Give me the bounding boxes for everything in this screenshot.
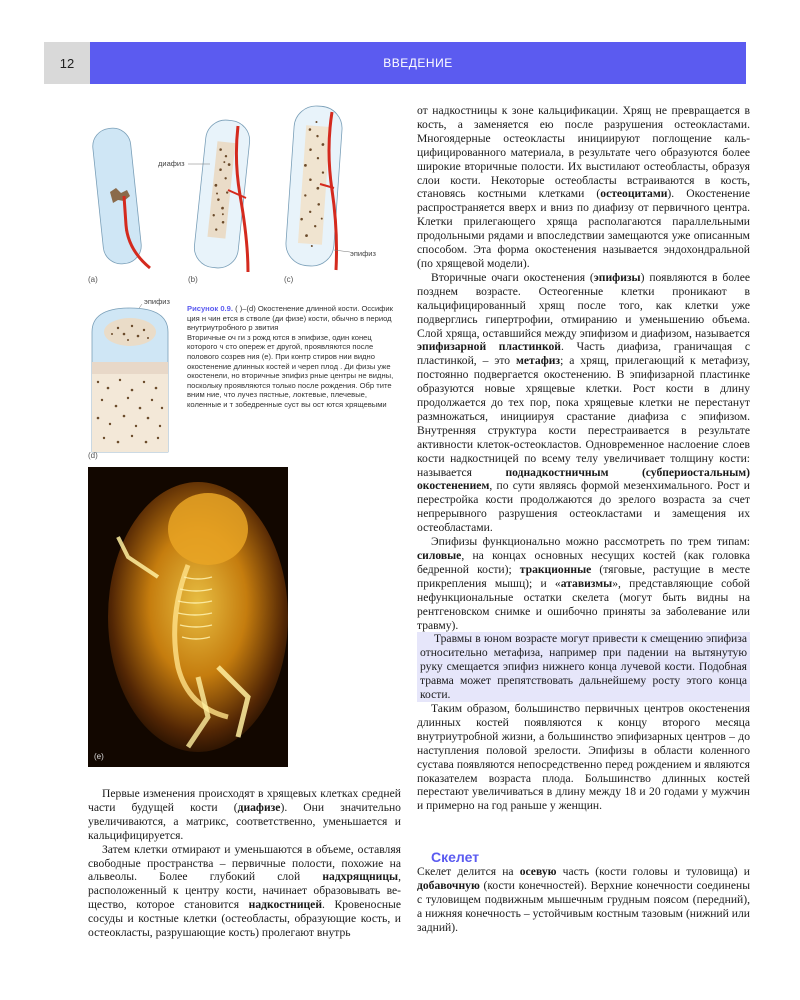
label-c: (c) bbox=[284, 275, 294, 284]
label-e: (e) bbox=[94, 752, 104, 761]
figure-c-bone bbox=[284, 105, 343, 270]
label-b: (b) bbox=[188, 275, 198, 284]
epiphysis-label-c: эпифиз bbox=[350, 249, 376, 258]
figure-a-bone bbox=[91, 126, 150, 268]
paragraph: Эпифизы функционально можно рассмотреть по трем типам: силовые, на концах основных несущих костей (как головка бедренной кости); тракционные (тяговые, растущие в месте прикрепления мышц); и «атавизмы», представляющие собой нефункциональные остатки скелета (могут быть видны на рентгеновском снимке и ошибочно приняты за заболевание или травму). bbox=[417, 535, 750, 632]
paragraph: Таким образом, большинство первичных центров окостенения длинных костей появляются к концу второго месяца внутриутробной жизни, а большинство эпифизарных центров – до наступления половой зрелости. Эпифизы в области коленного сустава появляются непосредственно перед рождением и являются показателем возраста плода. Большинство длинных костей перестают увеличиваться в длину между 18 и 20 годами у мужчин и примерно на год раньше у женщин. bbox=[417, 701, 750, 813]
figure-b-bone bbox=[192, 118, 251, 272]
caption-main: ( )–(d) Окостенение длинной кости. Оссифик ция н чин ется в стволе (ди физе) кости, обычно в период внутриутробного р звития bbox=[187, 304, 393, 333]
label-a: (a) bbox=[88, 275, 98, 284]
ossification-figure-abc bbox=[88, 100, 388, 290]
highlight-note: Травмы в юном возрасте могут привести к смещению эпифиза относительно метафиза, например при падении на вытянутую руку смещается эпифиз нижнего конца лучевой кости. Подобная травма может препятствовать дальнейшему росту этого конца кости. bbox=[417, 632, 750, 702]
figure-caption bbox=[187, 304, 403, 410]
left-column-text bbox=[88, 787, 401, 940]
epiphysis-label-d: эпифиз bbox=[144, 297, 170, 306]
right-column-text bbox=[417, 104, 750, 813]
ossification-figure-d bbox=[88, 292, 184, 460]
paragraph: от надкостницы к зоне кальцификации. Хрящ не превращается в кость, а заменяется ею после разрушения остеокластами. Многоядерные остеокласты инициируют поглощение кальцифицированного материала, в результате чего образуются более широкие вторичные полости. Их выстилают остеобласты, образуя слои кости. Некоторые остеобласты встраиваются в кость, становясь костными клетками (остеоцитами). Окостенение распространяется вверх и вниз по диафизу от первичного центра. Клетки прилегающего хряща располагаются параллельными продольными рядами и впоследствии замещаются уже описанным способом. Эта форма окостенения называется эндохондральной (по хрящевой модели). bbox=[417, 104, 750, 270]
label-d: (d) bbox=[88, 451, 98, 460]
caption-body: Вторичные оч ги з рожд ются в эпифизе, один конец которого ч сто опереж ет другой, проявляются после полового созрев ния (е). При контр стиров нии видно окостенение длинных костей и череп плод . Ди физы уже окостенели, но вторичные эпифиз рные центры не видны, поскольку проявляются только после рождения. Обр тите вним ние, что лучез пястные, локтевые, плечевые, коленные и т зобедренные суст вы ост ются хрящевыми bbox=[187, 332, 394, 409]
paragraph: Вторичные очаги окостенения (эпифизы) появляются в более позднем возрасте. Остеогенные клетки проникают в кальцифицированный хрящ после того, как клетки уже подверглись гипертрофии, отмиранию и уменьшению объема. Слой хряща, оставшийся между эпифизом и диафизом, называется эпифизарной пластинкой. Часть диафиза, граничащая с пластинкой, – это метафиз; а хрящ, прилегающий к метафизу, постоянно подвергается окостенению. В эпифизарной пластинке образуются новые хрящевые клетки. Рост кости в длину продолжается до тех пор, пока хрящевые клетки не перестанут размножаться, инициируя срастание диафиза с эпифизом. Внутренняя структура кости перестраивается в результате активности клеток-остеокластов. Одновременное наслоение слоев кости надкостницей по всему телу увеличивает толщину кости: называется поднадкостничным (субпериостальным) окостенением, по сути являясь формой мезенхимального. Рост и перестройка кости продолжаются до зрелого возраста за счет непрерывного разрушения остеокластами и замещения их остеобластами. bbox=[417, 270, 750, 535]
caption-title: Рисунок 0.9. bbox=[187, 304, 233, 313]
section-heading: Скелет bbox=[431, 849, 480, 865]
diaphysis-label: диафиз bbox=[158, 159, 185, 168]
paragraph: Скелет делится на осевую часть (кости головы и туловища) и добавочную (кости конечностей). Верхние конечности соединены с туловищем подвижным мышечным грудным поясом (передний), а нижняя конечность – устойчивым костным тазовым (нижний или задний). bbox=[417, 864, 750, 934]
page-number: 12 bbox=[44, 42, 90, 84]
paragraph: Первые изменения происходят в хрящевых клетках средней части будущей кости (диафизе). Они значительно увеличиваются, а матрикс, соответственно, уменьшается и кальцифицируется. bbox=[88, 787, 401, 842]
skeleton-section bbox=[417, 851, 750, 934]
fetus-xray-photo bbox=[88, 467, 288, 767]
paragraph: Затем клетки отмирают и уменьшаются в объеме, оставляя свободные пространства – первичные полости, похожие на альвеолы. Более глубокий слой надхрящницы, расположенный к центру кости, начинает образовывать вещество, которое становится надкостницей. Кровеносные сосуды и костные клетки (остеобласты, образующие кость, и остеокласты, разрушающие кость) пролегают внутрь bbox=[88, 842, 401, 940]
chapter-title: ВВЕДЕНИЕ bbox=[90, 42, 746, 84]
